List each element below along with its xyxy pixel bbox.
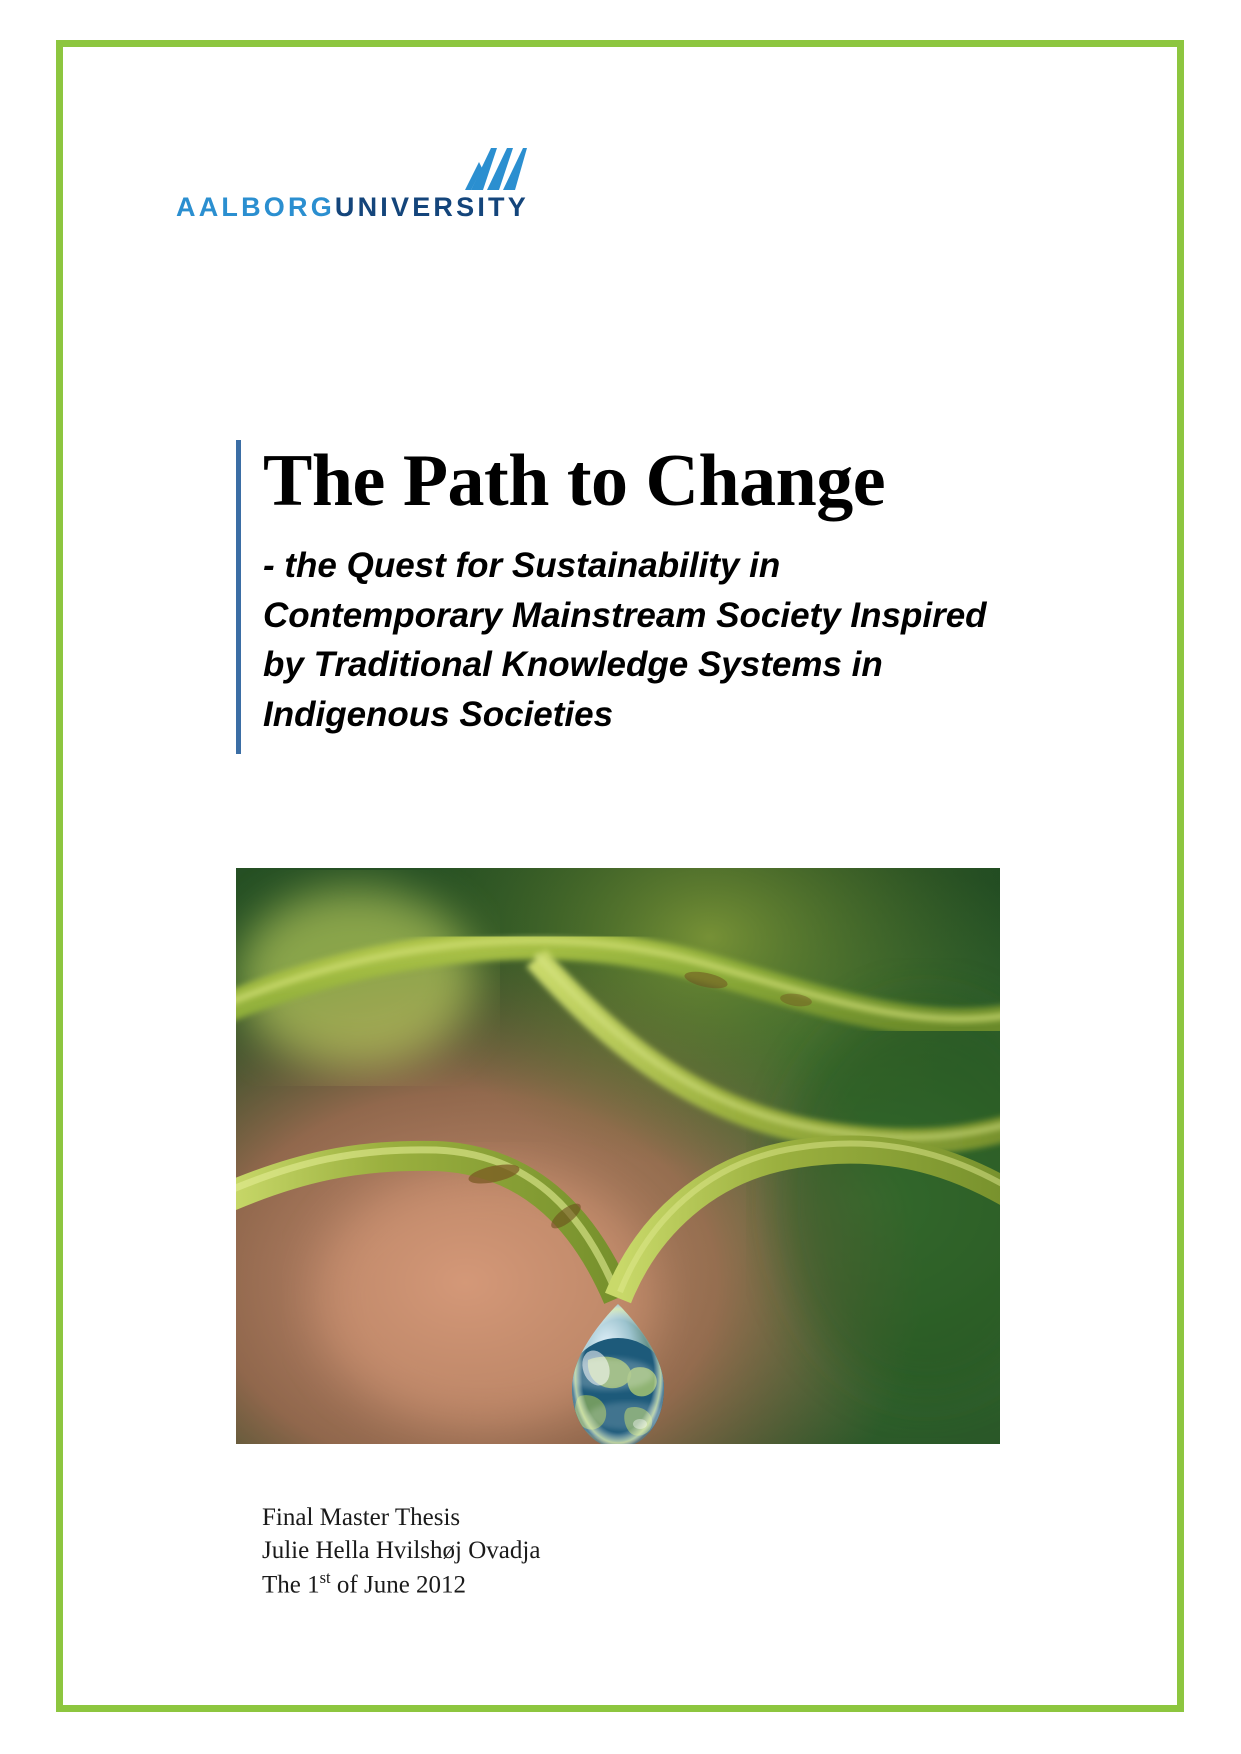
author-name: Julie Hella Hvilshøj Ovadja xyxy=(262,1536,541,1564)
logo-wordmark xyxy=(176,192,529,223)
title-block xyxy=(236,440,1023,754)
aalborg-wave-icon xyxy=(461,144,527,192)
logo-text-aalborg: AALBORG xyxy=(176,192,335,222)
date-ordinal: st xyxy=(319,1568,331,1587)
university-logo xyxy=(176,160,536,240)
thesis-metadata xyxy=(262,1502,540,1602)
thesis-type: Final Master Thesis xyxy=(262,1504,461,1531)
earth-in-waterdrop-photo xyxy=(236,868,1000,1444)
date-suffix: of June 2012 xyxy=(330,1571,467,1599)
date-prefix: The 1 xyxy=(262,1571,320,1599)
logo-text-university: UNIVERSITY xyxy=(334,192,529,222)
page-title: The Path to Change xyxy=(263,440,886,522)
thesis-date xyxy=(262,1567,540,1602)
page-subtitle: - the Quest for Sustainability in Contemporary Mainstream Society Inspired by Traditional Knowledge Systems in Indigenous Societies xyxy=(263,545,987,734)
